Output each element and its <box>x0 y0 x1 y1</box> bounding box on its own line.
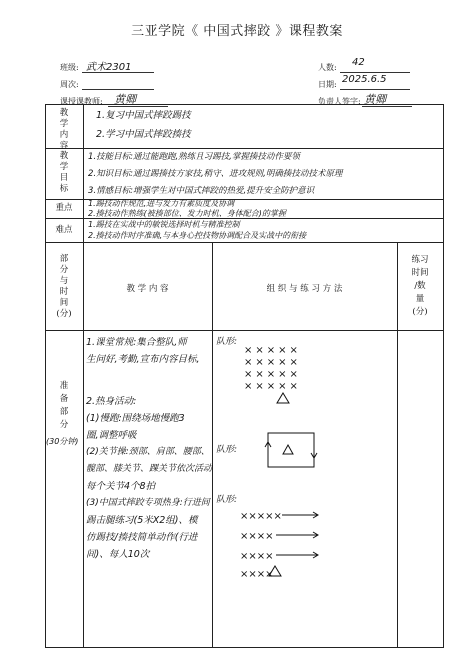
svg-text:××××: ×××× <box>240 551 274 562</box>
diff-row-label: 难点 <box>55 225 73 235</box>
teacher-triangle-icon <box>268 565 282 577</box>
count-label: 人数: <box>318 63 337 72</box>
class-value: 武术2301 <box>86 62 132 73</box>
teacher-triangle-icon <box>276 392 290 404</box>
goals-row-label: 教 学 目 标 <box>59 151 69 194</box>
prep-time: (30分钟) <box>46 437 79 446</box>
svg-text:×××××: ××××× <box>240 511 282 522</box>
prep-line <box>86 385 212 393</box>
prep-line: 仿踢技/揍技简单动作(行进 <box>86 532 198 543</box>
formation-grid: ××××× ××××× ××××× ××××× <box>244 345 301 392</box>
prep-line: (2)关节操:颈部、肩部、腰部、 <box>86 447 210 457</box>
diff-line-1: 1.踢技在实战中的敏锐选择时机与精准控制 <box>88 220 240 229</box>
goal-line-3: 3.情感目标:增强学生对中国式摔跤的热爱,提升安全防护意识 <box>88 186 315 196</box>
prep-content <box>86 334 212 563</box>
prep-line: 生问好,考勤,宣布内容目标, <box>86 354 200 365</box>
content-line-1: 1.复习中国式摔跤踢技 <box>96 110 191 121</box>
svg-text:××××: ×××× <box>240 569 274 580</box>
week-label: 周次: <box>60 80 79 89</box>
prep-line: (3)中国式摔跤专项热身:行进间 <box>86 498 210 508</box>
prep-line: 踢击腿练习(5米X2组)、模 <box>86 515 198 526</box>
formation-label-1: 队形: <box>216 337 238 347</box>
formation-label-3: 队形: <box>216 495 238 505</box>
sign-value: 黄卿 <box>364 93 386 106</box>
goal-line-1: 1.技能目标:通过能跑跑,熟练且习踢技,掌握揍技动作要领 <box>88 152 300 162</box>
prep-line: 髋部、膝关节、踝关节依次活动 <box>86 464 213 474</box>
date-value: 2025.6.5 <box>342 74 387 85</box>
prep-line: (1)慢跑:围绕场地慢跑3 <box>86 413 185 424</box>
diff-line-2: 2.揍技动作时序准确,与本身心控技物协调配合及实战中的衔接 <box>88 231 307 240</box>
class-label: 班级: <box>60 63 79 72</box>
key-line-2: 2.揍技动作熟练(被揍部位、发力时机、身体配合)的掌握 <box>88 209 286 218</box>
prep-line: 圈,调整呼吸 <box>86 430 137 441</box>
content-row-label: 教 学 内 容 <box>59 108 69 151</box>
key-line-1: 1.踢技动作规范,进与发力有素质度及协调 <box>88 199 235 208</box>
sign-label: 负责人签字: <box>318 97 361 106</box>
prep-part-label: 准 备 部 分 <box>59 381 69 430</box>
svg-text:××××: ×××× <box>240 531 274 542</box>
col-practice-header: 练习 时间 /数 量 (分) <box>411 255 429 317</box>
prep-line: 每个关节4个8拍 <box>86 481 156 492</box>
page-title: 三亚学院《 中国式摔跤 》课程教案 <box>131 24 343 39</box>
running-loop-diagram <box>262 425 322 475</box>
col-content-header: 教 学 内 容 <box>126 284 169 294</box>
prep-line <box>86 368 212 385</box>
date-label: 日期: <box>318 80 337 89</box>
col-method-header: 组 织 与 练 习 方 法 <box>266 284 343 294</box>
goal-line-2: 2.知识目标:通过踢揍技方家技,稍守、进攻规则,明确揍技动技术原理 <box>88 169 343 179</box>
prep-line: 间)、每人10次 <box>86 549 150 560</box>
teacher-label: 课授课教师: <box>60 97 103 106</box>
part-time-label: 部 分 与 时 间 (分) <box>56 254 72 319</box>
key-row-label: 重点 <box>55 203 73 213</box>
teacher-value: 黄卿 <box>114 93 136 106</box>
content-line-2: 2.学习中国式摔跤揍技 <box>96 129 191 140</box>
count-value: 42 <box>352 57 365 68</box>
prep-line: 2.热身活动: <box>86 396 137 407</box>
formation-label-2: 队形: <box>216 445 238 455</box>
prep-line: 1.课堂常规:集合整队,师 <box>86 337 187 348</box>
